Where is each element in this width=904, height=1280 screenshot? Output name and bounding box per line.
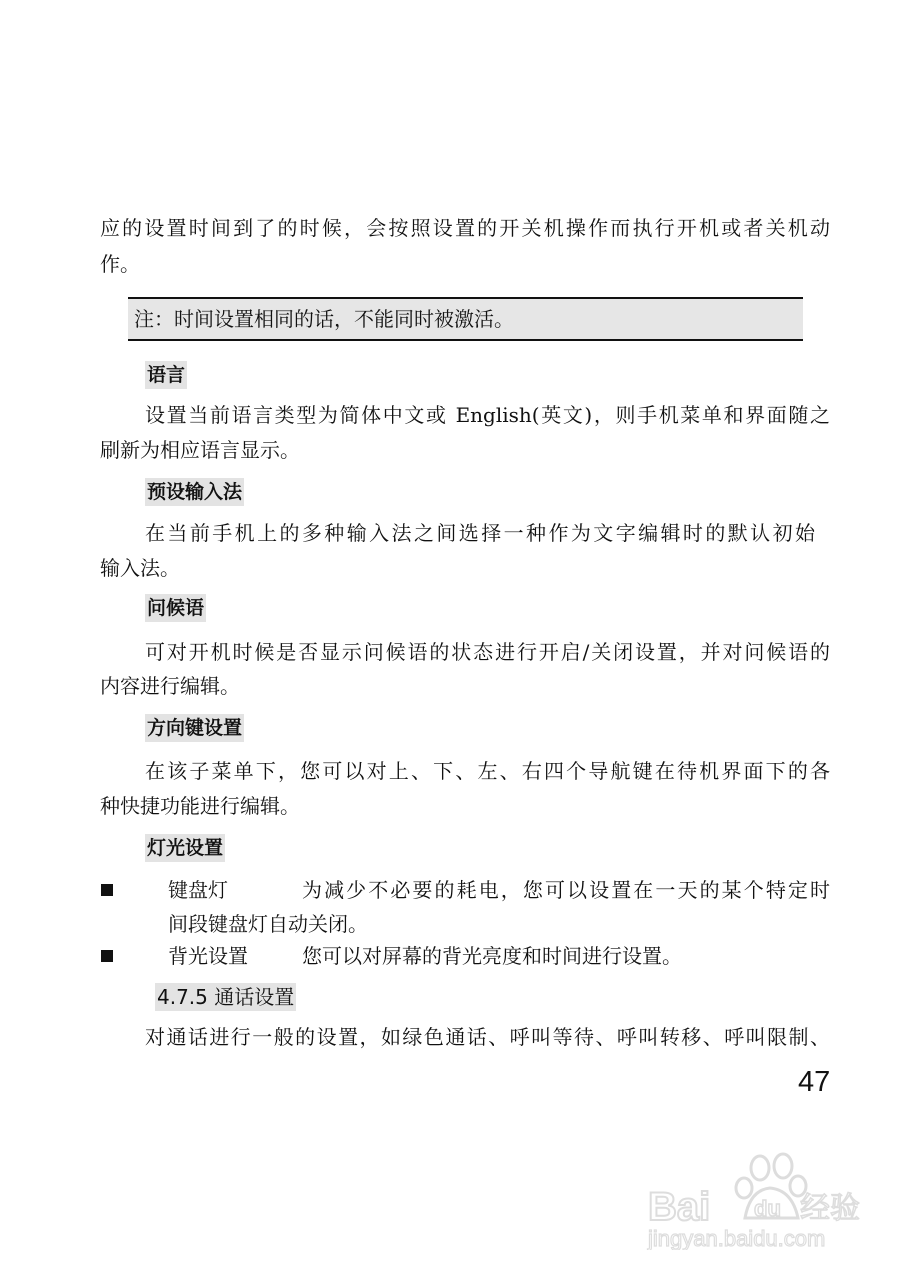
section-heading: 预设输入法 xyxy=(145,478,244,506)
page-number: 47 xyxy=(798,1066,831,1098)
svg-text:jingyan.baidu.com: jingyan.baidu.com xyxy=(648,1226,826,1250)
paragraph-line: 刷新为相应语言显示。 xyxy=(100,438,300,462)
bullet-square-icon xyxy=(101,950,113,962)
section-heading: 方向键设置 xyxy=(145,714,244,742)
paragraph-line: 种快捷功能进行编辑。 xyxy=(100,794,300,818)
paragraph-line: 对通话进行一般的设置，如绿色通话、呼叫等待、呼叫转移、呼叫限制、 xyxy=(145,1025,830,1049)
paragraph-line: 在该子菜单下，您可以对上、下、左、右四个导航键在待机界面下的各 xyxy=(145,759,830,783)
baidu-watermark-logo xyxy=(640,1140,870,1250)
paragraph-line: 可对开机时候是否显示问候语的状态进行开启/关闭设置，并对问候语的 xyxy=(145,640,830,664)
bullet-desc: 您可以对屏幕的背光亮度和时间进行设置。 xyxy=(302,944,682,968)
intro-line: 作。 xyxy=(100,252,140,276)
bullet-term: 背光设置 xyxy=(168,944,248,968)
svg-text:Bai: Bai xyxy=(648,1185,711,1229)
section-heading: 灯光设置 xyxy=(145,834,225,862)
paragraph-line: 内容进行编辑。 xyxy=(100,674,240,698)
section-heading: 问候语 xyxy=(145,594,206,622)
note-box xyxy=(128,297,803,341)
svg-text:du: du xyxy=(754,1196,781,1221)
bullet-square-icon xyxy=(101,884,113,896)
paragraph-line: 设置当前语言类型为简体中文或 English(英文)，则手机菜单和界面随之 xyxy=(145,403,830,427)
section-heading: 语言 xyxy=(145,361,187,389)
subsection-heading: 4.7.5 通话设置 xyxy=(157,985,295,1009)
note-text: 注：时间设置相同的话，不能同时被激活。 xyxy=(134,307,514,331)
bullet-term: 键盘灯 xyxy=(168,878,228,902)
paragraph-line: 输入法。 xyxy=(100,556,180,580)
intro-line: 应的设置时间到了的时候，会按照设置的开关机操作而执行开机或者关机动 xyxy=(100,216,830,240)
paragraph-line: 在当前手机上的多种输入法之间选择一种作为文字编辑时的默认初始 xyxy=(145,521,815,545)
bullet-desc: 间段键盘灯自动关闭。 xyxy=(168,912,368,936)
bullet-desc: 为减少不必要的耗电，您可以设置在一天的某个特定时 xyxy=(302,878,830,902)
svg-text:经验: 经验 xyxy=(800,1191,860,1226)
